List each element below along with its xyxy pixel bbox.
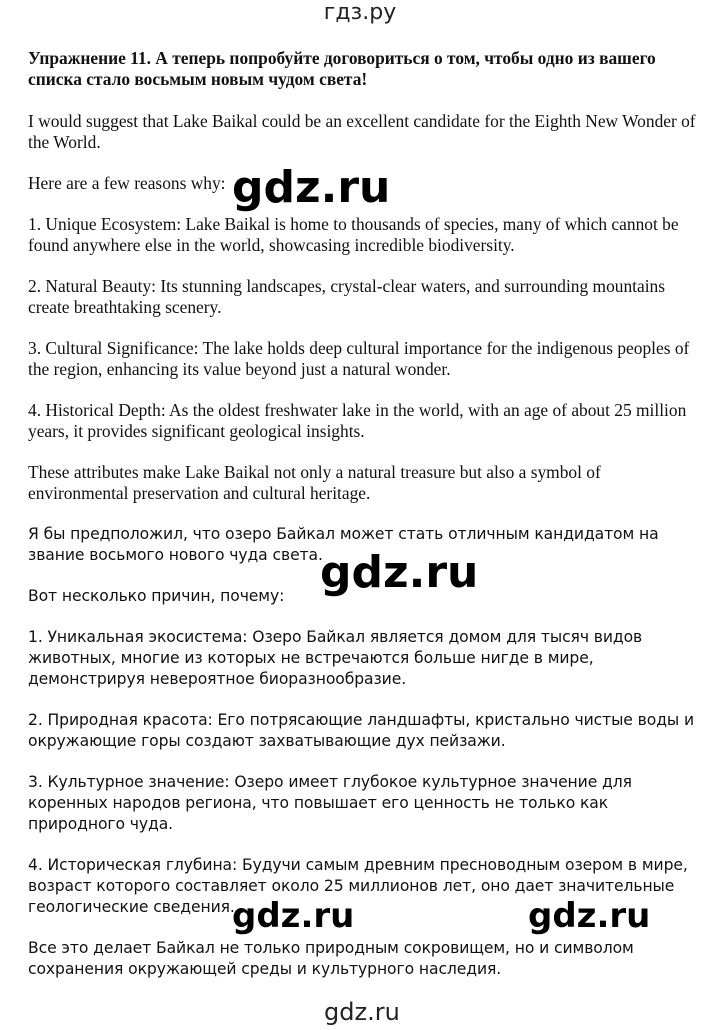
english-reason-2: 2. Natural Beauty: Its stunning landscapes, crystal-clear waters, and surrounding mountains create breathtaking scenery. (28, 276, 666, 317)
watermark-gdz-bottom-left: gdz.ru (232, 896, 355, 936)
watermark-gdz-top: gdz.ru (232, 162, 391, 213)
watermark-gdz-bottom-right: gdz.ru (528, 896, 651, 936)
russian-reason-3: 3. Культурное значение: Озеро имеет глубокое культурное значение для коренных народов региона, что повышает его ценность не только как природного чуда. (28, 773, 632, 833)
russian-conclusion: Все это делает Байкал не только природным сокровищем, но и символом сохранения окружающей среды и культурного наследия. (28, 939, 634, 978)
russian-intro: Я бы предположил, что озеро Байкал может стать отличным кандидатом на звание восьмого нового чуда света. (28, 525, 659, 564)
english-intro: I would suggest that Lake Baikal could be an excellent candidate for the Eighth New Wonder of the World. (28, 111, 696, 152)
watermark-gdz-middle: gdz.ru (320, 547, 479, 598)
russian-reason-1: 1. Уникальная экосистема: Озеро Байкал является домом для тысяч видов животных, многие из которых не встречаются больше нигде в мире, демонстрируя невероятное биоразнообразие. (28, 628, 643, 688)
russian-reasons-lead: Вот несколько причин, почему: (28, 587, 285, 605)
site-header: гдз.ру (323, 0, 397, 25)
exercise-title: Упражнение 11. А теперь попробуйте договориться о том, чтобы одно из вашего списка стало восьмым новым чудом света! (28, 48, 656, 89)
english-reason-3: 3. Cultural Significance: The lake holds deep cultural importance for the indigenous peoples of the region, enhancing its value beyond just a natural wonder. (28, 338, 690, 379)
english-reason-4: 4. Historical Depth: As the oldest freshwater lake in the world, with an age of about 25 million years, it provides significant geological insights. (28, 400, 687, 441)
english-reasons-lead: Here are a few reasons why: (28, 173, 226, 193)
watermark-gdz-footer: gdz.ru (324, 998, 400, 1026)
russian-reason-2: 2. Природная красота: Его потрясающие ландшафты, кристально чистые воды и окружающие горы создают захватывающие дух пейзажи. (28, 711, 694, 750)
english-reason-1: 1. Unique Ecosystem: Lake Baikal is home to thousands of species, many of which cannot be found anywhere else in the world, showcasing incredible biodiversity. (28, 214, 679, 255)
russian-reason-4: 4. Историческая глубина: Будучи самым древним пресноводным озером в мире, возраст которого составляет около 25 миллионов лет, оно дает значительные геологические сведения. (28, 856, 688, 916)
english-conclusion: These attributes make Lake Baikal not only a natural treasure but also a symbol of environmental preservation and cultural heritage. (28, 462, 601, 503)
